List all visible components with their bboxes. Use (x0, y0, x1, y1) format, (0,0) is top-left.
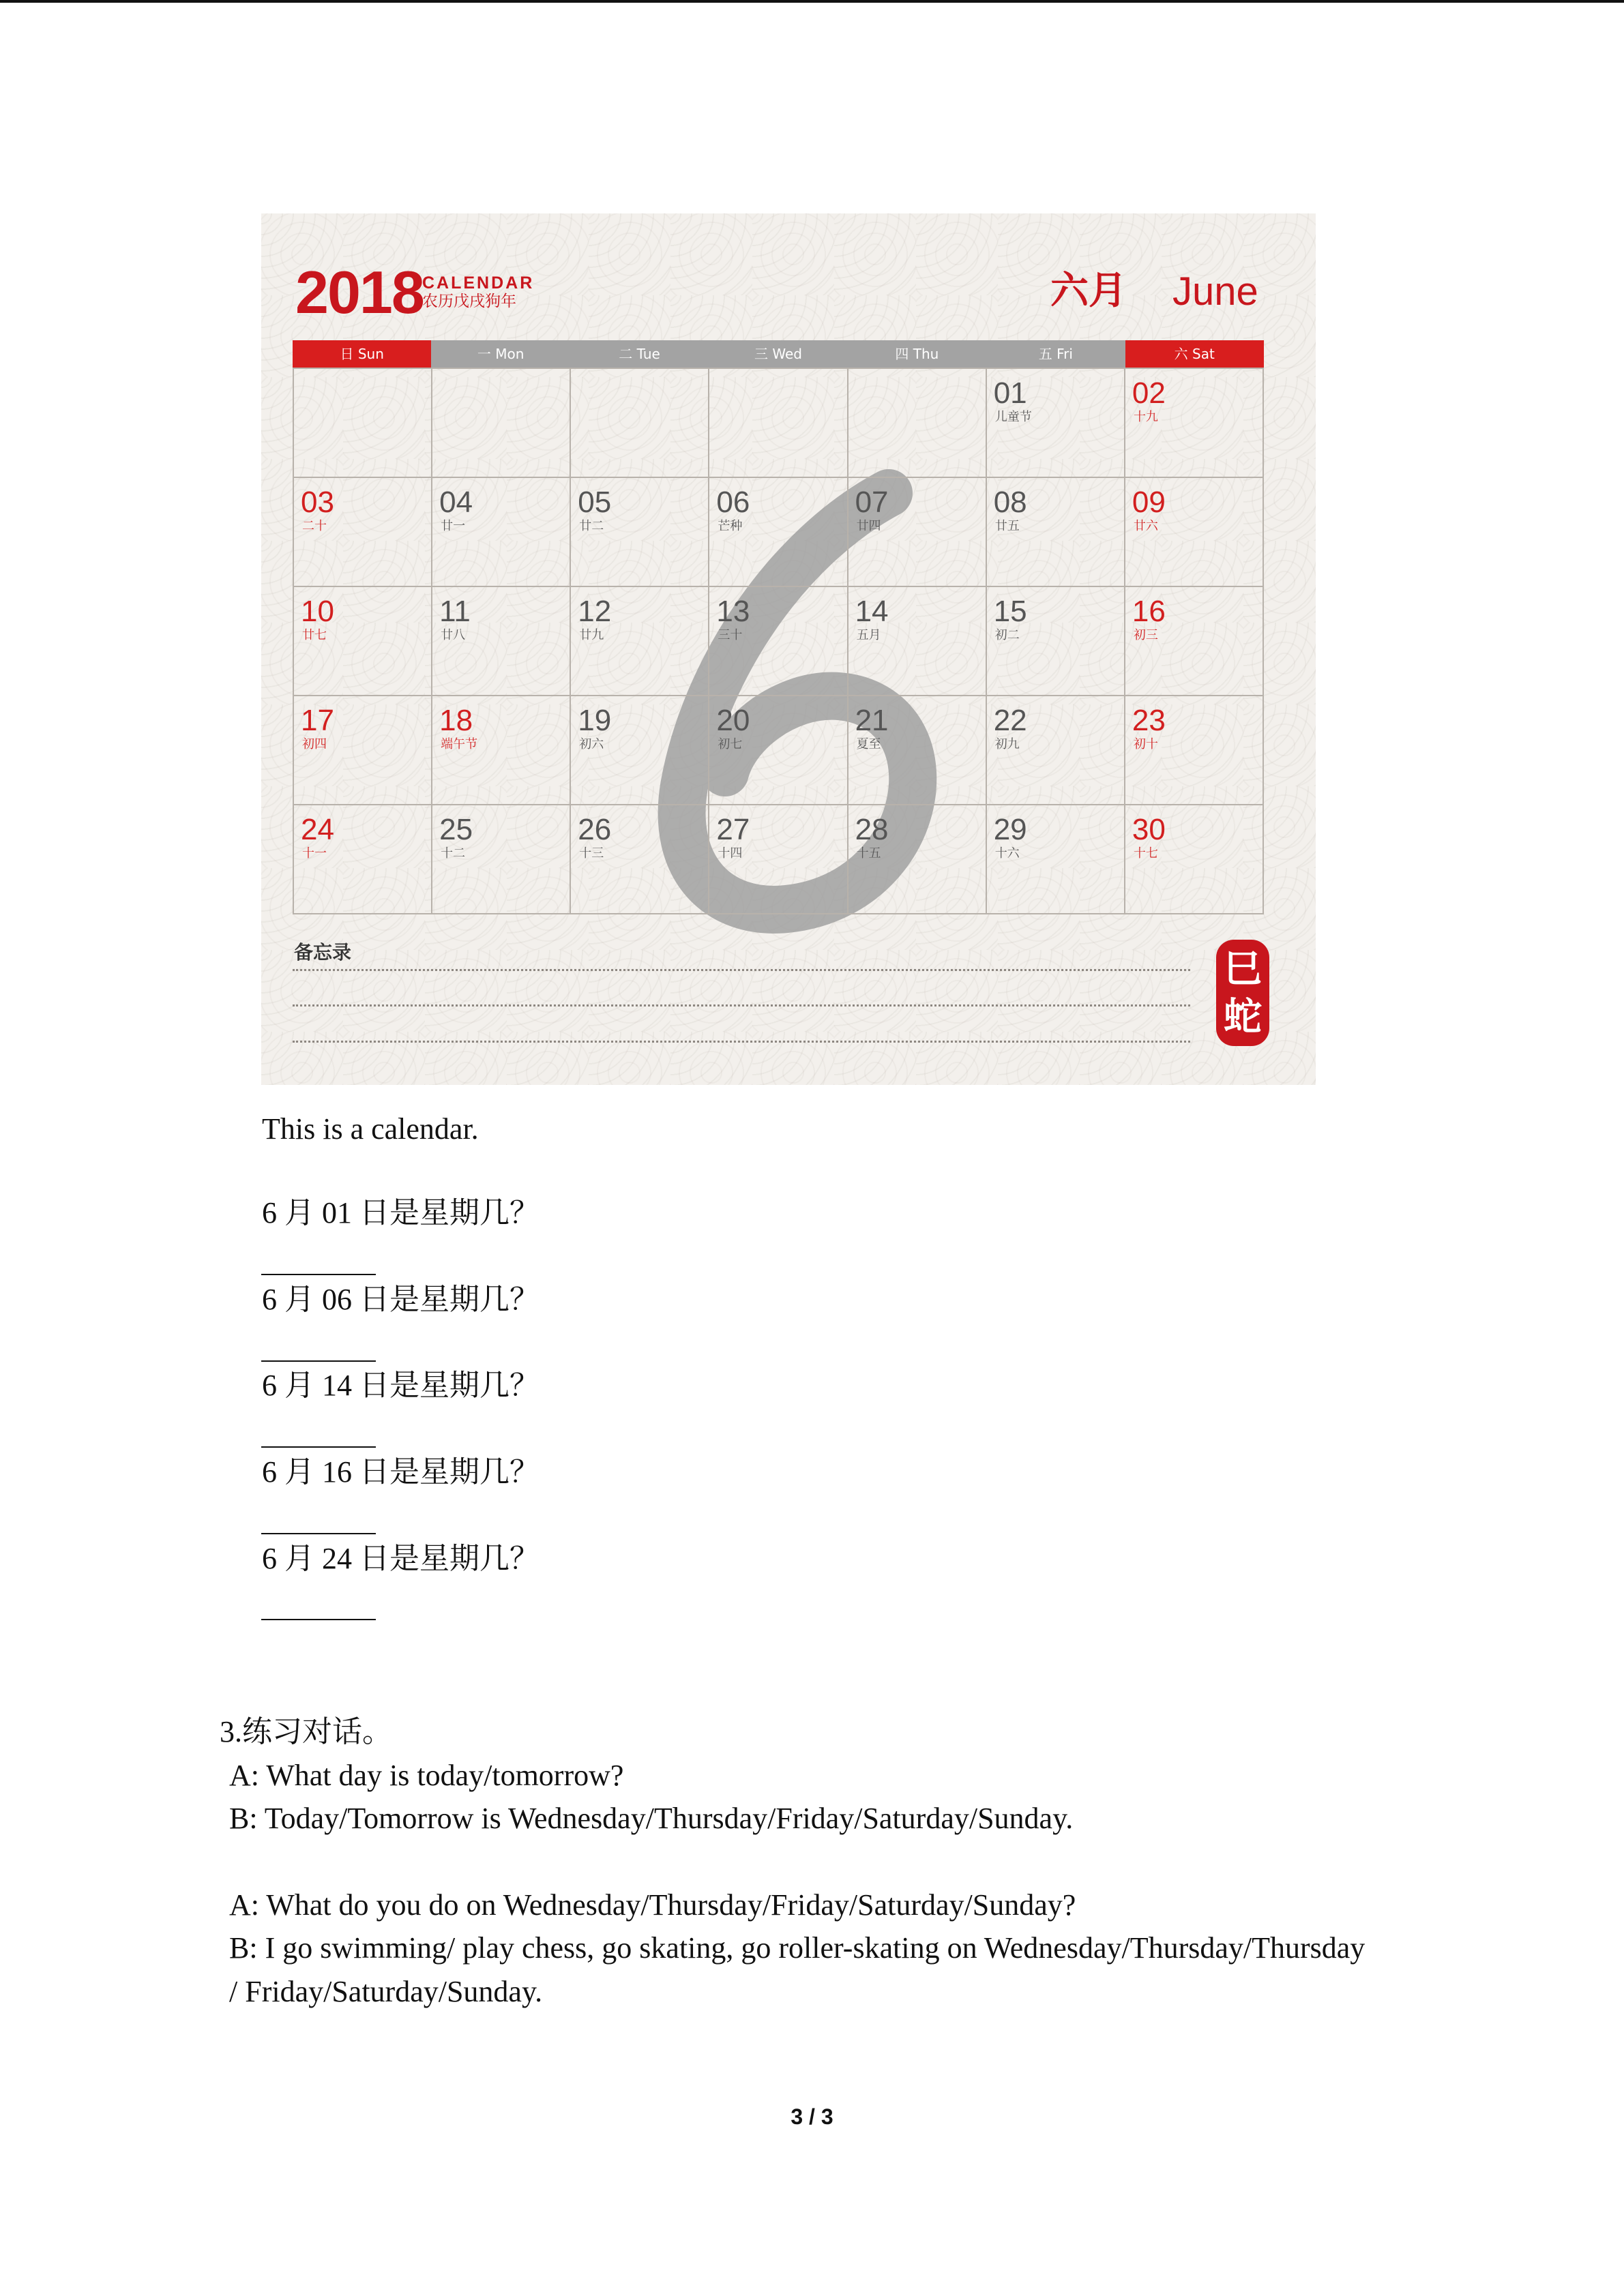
seal-char: 巳 (1224, 946, 1262, 992)
calendar-day-number: 20 (716, 704, 750, 737)
calendar-year: 2018 (295, 258, 424, 326)
answer-blank-2[interactable] (261, 1360, 376, 1362)
dialogue-line: / Friday/Saturday/Sunday. (229, 1975, 543, 2008)
calendar-lunar-date: 初四 (302, 737, 327, 751)
calendar-day-number: 26 (578, 813, 612, 846)
calendar-day-cell (432, 696, 571, 805)
calendar-month-chinese: 六月 (1050, 269, 1127, 313)
calendar-lunar-date: 廿九 (579, 628, 604, 642)
calendar-day-number: 28 (855, 813, 889, 846)
calendar-lunar-date: 十五 (856, 846, 881, 861)
calendar-lunar-date: 十三 (579, 846, 604, 861)
calendar-empty-cell (848, 369, 987, 478)
calendar-day-number: 16 (1132, 595, 1166, 628)
question-2: 6 月 06 日是星期几？ (262, 1283, 540, 1316)
calendar-lunar-date: 十一 (302, 846, 327, 861)
calendar-day-cell (1125, 587, 1264, 696)
calendar-day-number: 10 (301, 595, 334, 628)
calendar-day-cell (1125, 696, 1264, 805)
calendar-empty-cell (294, 369, 432, 478)
memo-line (293, 969, 1190, 971)
question-4: 6 月 16 日是星期几？ (262, 1455, 540, 1489)
calendar-empty-cell (709, 369, 848, 478)
calendar-lunar-date: 初十 (1133, 737, 1158, 751)
calendar-day-number: 02 (1132, 376, 1166, 410)
calendar-day-cell (1125, 369, 1264, 478)
calendar-lunar-date: 夏至 (856, 737, 881, 751)
section-title: 3.练习对话。 (220, 1715, 392, 1748)
calendar-day-cell (294, 587, 432, 696)
calendar-lunar-date: 十六 (994, 846, 1020, 861)
calendar-day-cell (432, 478, 571, 587)
calendar-lunar-year: 农历戊戌狗年 (422, 293, 516, 310)
calendar-empty-cell (571, 369, 709, 478)
weekday-header-fri: 五 Fri (986, 340, 1125, 368)
calendar-day-number: 17 (301, 704, 334, 737)
calendar-lunar-date: 三十 (718, 628, 743, 642)
calendar-day-number: 04 (439, 486, 473, 519)
calendar-lunar-date: 五月 (856, 628, 881, 642)
calendar-day-cell (1125, 805, 1264, 914)
calendar-day-number: 21 (855, 704, 889, 737)
calendar-image (261, 213, 1316, 1085)
calendar-lunar-date: 初九 (994, 737, 1020, 751)
calendar-lunar-date: 廿七 (302, 628, 327, 642)
answer-blank-3[interactable] (261, 1446, 376, 1448)
calendar-lunar-date: 初二 (994, 628, 1020, 642)
calendar-lunar-date: 芒种 (718, 519, 743, 533)
question-1: 6 月 01 日是星期几？ (262, 1196, 540, 1229)
dialogue-line: B: Today/Tomorrow is Wednesday/Thursday/Friday/Saturday/Sunday. (229, 1802, 1074, 1835)
calendar-day-number: 14 (855, 595, 889, 628)
weekday-header-sun: 日 Sun (293, 340, 431, 368)
calendar-lunar-date: 初七 (718, 737, 743, 751)
calendar-lunar-date: 十七 (1133, 846, 1158, 861)
answer-blank-5[interactable] (261, 1619, 376, 1620)
calendar-lunar-date: 廿二 (579, 519, 604, 533)
calendar-lunar-date: 廿八 (441, 628, 466, 642)
weekday-header-row (293, 340, 1264, 368)
calendar-day-number: 08 (993, 486, 1027, 519)
calendar-day-number: 24 (301, 813, 334, 846)
weekday-header-sat: 六 Sat (1125, 340, 1264, 368)
calendar-day-cell (709, 696, 848, 805)
memo-line (293, 1041, 1190, 1043)
memo-label: 备忘录 (294, 941, 352, 964)
calendar-lunar-date: 初三 (1133, 628, 1158, 642)
calendar-day-number: 01 (993, 376, 1027, 410)
weekday-header-mon: 一 Mon (431, 340, 570, 368)
calendar-day-cell (294, 478, 432, 587)
calendar-day-cell (987, 805, 1125, 914)
calendar-day-number: 27 (716, 813, 750, 846)
dialogue-line: A: What do you do on Wednesday/Thursday/Friday/Saturday/Sunday? (229, 1888, 1076, 1922)
weekday-header-tue: 二 Tue (570, 340, 709, 368)
calendar-day-number: 12 (578, 595, 612, 628)
calendar-day-number: 06 (716, 486, 750, 519)
dialogue-line: B: I go swimming/ play chess, go skating, go roller-skating on Wednesday/Thursday/Thursday (229, 1931, 1365, 1965)
calendar-caption: This is a calendar. (262, 1112, 479, 1146)
calendar-day-cell (294, 696, 432, 805)
calendar-empty-cell (432, 369, 571, 478)
calendar-day-cell (571, 587, 709, 696)
zodiac-seal-stamp (1216, 940, 1269, 1046)
calendar-day-number: 29 (993, 813, 1027, 846)
answer-blank-1[interactable] (261, 1274, 376, 1275)
calendar-day-number: 22 (993, 704, 1027, 737)
page-top-border (0, 0, 1624, 3)
calendar-day-cell (571, 805, 709, 914)
calendar-day-cell (848, 696, 987, 805)
calendar-day-number: 05 (578, 486, 612, 519)
calendar-lunar-date: 廿六 (1133, 519, 1158, 533)
calendar-lunar-date: 廿四 (856, 519, 881, 533)
calendar-lunar-date: 端午节 (441, 737, 478, 751)
weekday-header-thu: 四 Thu (848, 340, 986, 368)
calendar-day-grid (293, 368, 1264, 914)
calendar-lunar-date: 初六 (579, 737, 604, 751)
calendar-day-number: 18 (439, 704, 473, 737)
calendar-day-number: 13 (716, 595, 750, 628)
calendar-day-cell (571, 478, 709, 587)
calendar-lunar-date: 十九 (1133, 410, 1158, 424)
calendar-day-cell (294, 805, 432, 914)
calendar-day-cell (848, 587, 987, 696)
calendar-day-number: 19 (578, 704, 612, 737)
calendar-day-cell (987, 587, 1125, 696)
calendar-lunar-date: 儿童节 (994, 410, 1032, 424)
calendar-day-cell (987, 369, 1125, 478)
calendar-day-cell (987, 696, 1125, 805)
calendar-day-cell (848, 478, 987, 587)
calendar-day-number: 11 (439, 595, 471, 628)
weekday-header-wed: 三 Wed (709, 340, 847, 368)
calendar-lunar-date: 廿一 (441, 519, 466, 533)
question-5: 6 月 24 日是星期几？ (262, 1542, 540, 1575)
question-3: 6 月 14 日是星期几？ (262, 1369, 540, 1402)
calendar-lunar-date: 廿五 (994, 519, 1020, 533)
calendar-lunar-date: 二十 (302, 519, 327, 533)
calendar-lunar-date: 十二 (441, 846, 466, 861)
calendar-word: CALENDAR (422, 273, 535, 293)
calendar-day-cell (709, 805, 848, 914)
calendar-day-cell (432, 587, 571, 696)
calendar-day-number: 23 (1132, 704, 1166, 737)
calendar-lunar-date: 十四 (718, 846, 743, 861)
calendar-day-cell (709, 478, 848, 587)
dialogue-line: A: What day is today/tomorrow? (229, 1759, 624, 1792)
calendar-day-number: 15 (993, 595, 1027, 628)
calendar-day-cell (709, 587, 848, 696)
calendar-month-english: June (1172, 269, 1258, 314)
calendar-day-number: 09 (1132, 486, 1166, 519)
memo-line (293, 1004, 1190, 1007)
calendar-day-cell (571, 696, 709, 805)
calendar-day-cell (848, 805, 987, 914)
calendar-grid (293, 340, 1264, 913)
calendar-day-number: 03 (301, 486, 334, 519)
calendar-day-number: 25 (439, 813, 473, 846)
page-number: 3 / 3 (791, 2104, 833, 2129)
calendar-day-cell (987, 478, 1125, 587)
seal-char: 蛇 (1224, 994, 1262, 1039)
answer-blank-4[interactable] (261, 1533, 376, 1534)
calendar-day-number: 30 (1132, 813, 1166, 846)
calendar-day-cell (1125, 478, 1264, 587)
calendar-day-number: 07 (855, 486, 889, 519)
calendar-day-cell (432, 805, 571, 914)
